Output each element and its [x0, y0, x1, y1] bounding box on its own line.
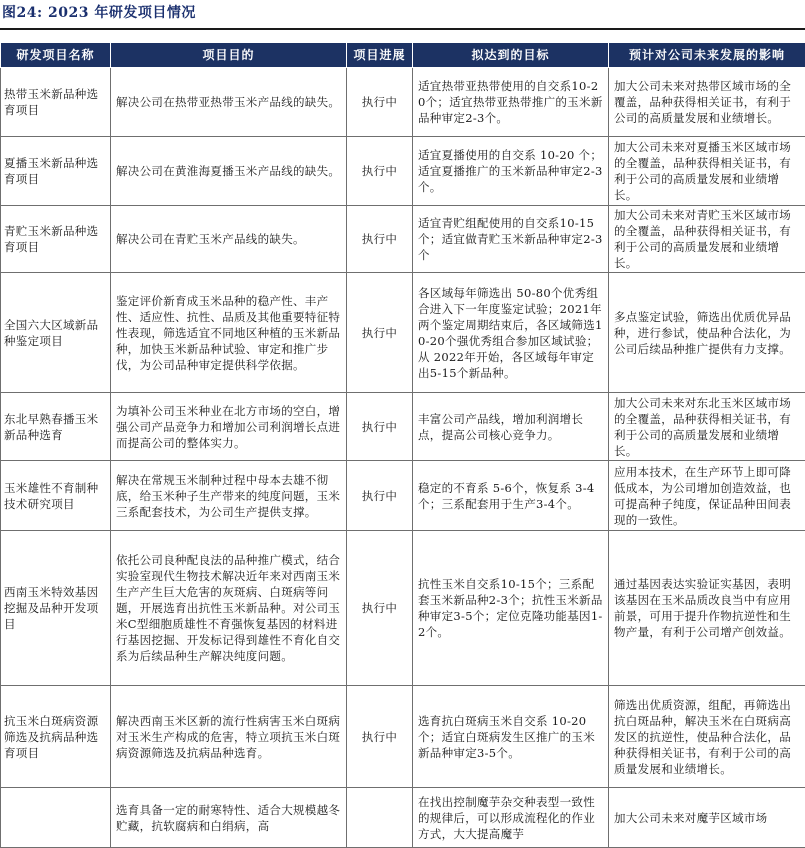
project-name-cell: 西南玉米特效基因挖掘及品种开发项目: [1, 531, 111, 686]
project-progress-cell: 执行中: [347, 206, 413, 273]
project-goal-cell: 适宜青贮组配使用的自交系10-15个；适宜做青贮玉米新品种审定2-3个: [413, 206, 609, 273]
project-progress-cell: [347, 788, 413, 848]
project-goal-cell: 抗性玉米自交系10-15个；三系配套玉米新品种2-3个；抗性玉米新品种审定3-5个；定位克隆功能基因1-2个。: [413, 531, 609, 686]
table-row: [1, 68, 805, 137]
header-target-goal: 拟达到的目标: [413, 43, 609, 68]
project-purpose-cell: 解决西南玉米区新的流行性病害玉米白斑病对玉米生产构成的危害，特立项抗玉米白斑病资源筛选及抗病品种选育。: [111, 686, 347, 788]
project-progress-cell: 执行中: [347, 686, 413, 788]
project-impact-cell: 通过基因表达实验证实基因，表明该基因在玉米品质改良当中有应用前景，可用于提升作物抗逆性和生物产量，有利于公司增产创效益。: [609, 531, 805, 686]
header-future-impact: 预计对公司未来发展的影响: [609, 43, 805, 68]
project-purpose-cell: 解决在常规玉米制种过程中母本去雄不彻底，给玉米种子生产带来的纯度问题，玉米三系配套技术，为公司生产提供支撑。: [111, 461, 347, 531]
rd-projects-table: [0, 42, 805, 848]
table-row: [1, 206, 805, 273]
project-impact-cell: 加大公司未来对夏播玉米区域市场的全覆盖，品种获得相关证书，有利于公司的高质量发展和业绩增长。: [609, 137, 805, 206]
table-row: [1, 273, 805, 393]
project-goal-cell: 适宜热带亚热带使用的自交系10-20个；适宜热带亚热带推广的玉米新品种审定2-3个。: [413, 68, 609, 137]
project-goal-cell: 稳定的不育系 5-6个，恢复系 3-4个；三系配套用于生产3-4个。: [413, 461, 609, 531]
project-progress-cell: 执行中: [347, 68, 413, 137]
project-purpose-cell: 解决公司在青贮玉米产品线的缺失。: [111, 206, 347, 273]
project-purpose-cell: 为填补公司玉米种业在北方市场的空白，增强公司产品竞争力和增加公司利润增长点进而提高公司的整体实力。: [111, 393, 347, 461]
table-row: [1, 531, 805, 686]
project-name-cell: 青贮玉米新品种选育项目: [1, 206, 111, 273]
table-row: [1, 137, 805, 206]
table-row: [1, 788, 805, 848]
table-header-row: [1, 43, 805, 68]
project-goal-cell: 各区域每年筛选出 50-80个优秀组合进入下一年度鉴定试验；2021年两个鉴定周期结束后，各区域筛选10-20个强优秀组合参加区域试验；从 2022年开始，各区域每年审定出5-15个新品种。: [413, 273, 609, 393]
project-name-cell: 热带玉米新品种选育项目: [1, 68, 111, 137]
project-name-cell: 抗玉米白斑病资源筛选及抗病品种选育项目: [1, 686, 111, 788]
project-purpose-cell: 解决公司在热带亚热带玉米产品线的缺失。: [111, 68, 347, 137]
project-name-cell: 东北早熟春播玉米新品种选育: [1, 393, 111, 461]
project-progress-cell: 执行中: [347, 273, 413, 393]
title-divider: [0, 28, 805, 30]
project-impact-cell: 多点鉴定试验，筛选出优质优异品种，进行参试，使品种合法化，为公司后续品种推广提供有力支撑。: [609, 273, 805, 393]
figure-title: 图24: 2023 年研发项目情况: [2, 2, 196, 22]
project-impact-cell: 筛选出优质资源，组配，再筛选出抗白斑品种，解决玉米在白斑病高发区的抗逆性，使品种合法化，品种获得相关证书，有利于公司的高质量发展和业绩增长。: [609, 686, 805, 788]
project-impact-cell: 加大公司未来对东北玉米区域市场的全覆盖，品种获得相关证书，有利于公司的高质量发展和业绩增长。: [609, 393, 805, 461]
project-goal-cell: 在找出控制魔芋杂交种表型一致性的规律后，可以形成流程化的作业方式，大大提高魔芋: [413, 788, 609, 848]
table-row: [1, 393, 805, 461]
project-impact-cell: 应用本技术，在生产环节上即可降低成本，为公司增加创造效益，也可提高种子纯度，保证品种田间表现的一致性。: [609, 461, 805, 531]
header-project-purpose: 项目目的: [111, 43, 347, 68]
project-purpose-cell: 鉴定评价新育成玉米品种的稳产性、丰产性、适应性、抗性、品质及其他重要特征特性表现，筛选适宜不同地区种植的玉米新品种，加快玉米新品种试验、审定和推广步伐，为公司品种审定提供科学依据。: [111, 273, 347, 393]
header-project-name: 研发项目名称: [1, 43, 111, 68]
project-purpose-cell: 依托公司良种配良法的品种推广模式，结合实验室现代生物技术解决近年来对西南玉米生产产生巨大危害的灰斑病、白斑病等问题，开展选育出抗性玉米新品种。对公司玉米C型细胞质雄性不育强恢复基因的材料进行基因挖掘、开发标记得到雄性不育化自交系为后续品种生产解决纯度问题。: [111, 531, 347, 686]
project-progress-cell: 执行中: [347, 531, 413, 686]
table-row: [1, 686, 805, 788]
project-impact-cell: 加大公司未来对魔芋区域市场: [609, 788, 805, 848]
project-name-cell: 玉米雄性不育制种技术研究项目: [1, 461, 111, 531]
project-name-cell: 夏播玉米新品种选育项目: [1, 137, 111, 206]
project-progress-cell: 执行中: [347, 461, 413, 531]
project-goal-cell: 选育抗白斑病玉米自交系 10-20个；适宜白斑病发生区推广的玉米新品种审定3-5个。: [413, 686, 609, 788]
project-goal-cell: 丰富公司产品线，增加利润增长点，提高公司核心竞争力。: [413, 393, 609, 461]
project-progress-cell: 执行中: [347, 137, 413, 206]
project-purpose-cell: 解决公司在黄淮海夏播玉米产品线的缺失。: [111, 137, 347, 206]
project-impact-cell: 加大公司未来对热带区域市场的全覆盖，品种获得相关证书，有利于公司的高质量发展和业绩增长。: [609, 68, 805, 137]
project-progress-cell: 执行中: [347, 393, 413, 461]
project-purpose-cell: 选育具备一定的耐寒特性、适合大规模越冬贮藏，抗软腐病和白绢病，高: [111, 788, 347, 848]
table-row: [1, 461, 805, 531]
header-project-progress: 项目进展: [347, 43, 413, 68]
project-impact-cell: 加大公司未来对青贮玉米区域市场的全覆盖，品种获得相关证书，有利于公司的高质量发展和业绩增长。: [609, 206, 805, 273]
project-goal-cell: 适宜夏播使用的自交系 10-20 个；适宜夏播推广的玉米新品种审定2-3个。: [413, 137, 609, 206]
project-name-cell: 全国六大区域新品种鉴定项目: [1, 273, 111, 393]
project-name-cell: [1, 788, 111, 848]
